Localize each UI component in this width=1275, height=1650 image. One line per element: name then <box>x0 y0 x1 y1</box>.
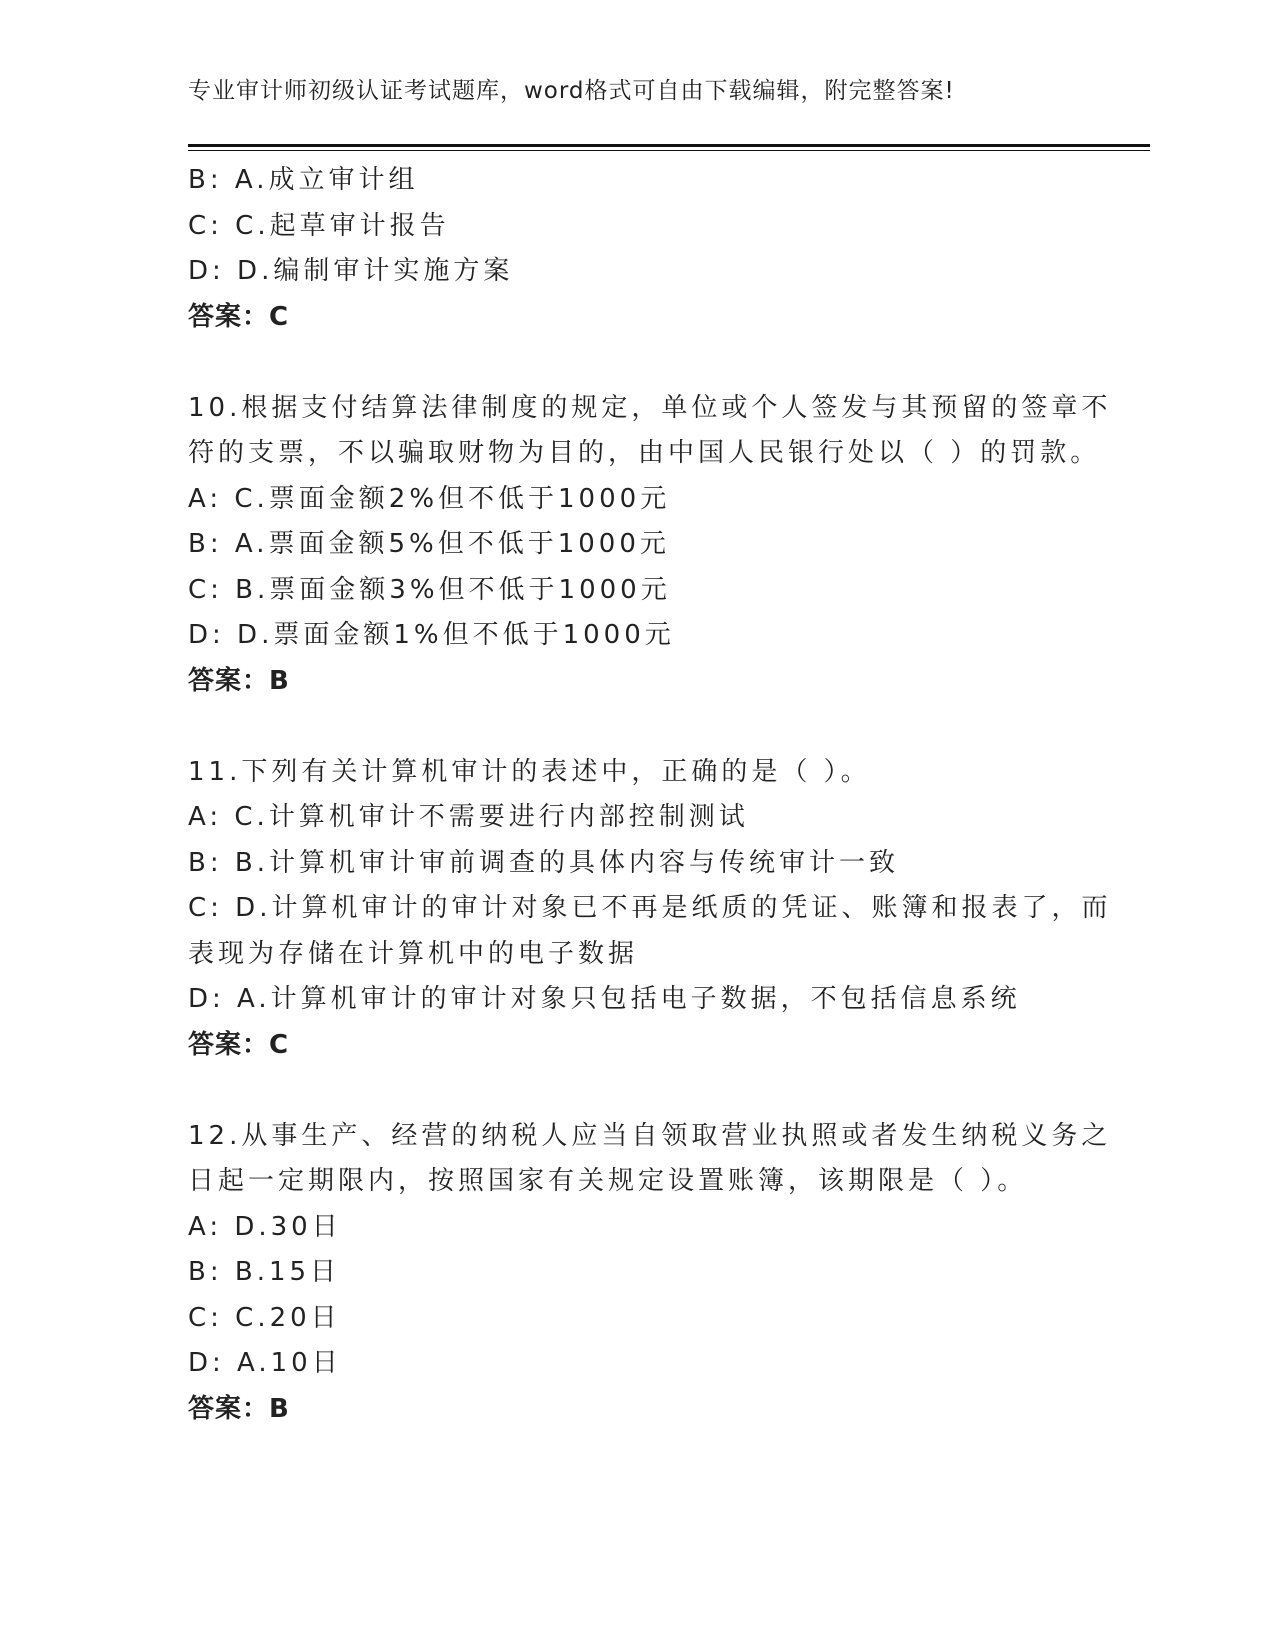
spacer <box>188 1068 1088 1114</box>
option-line: A: C.票面金额2%但不低于1000元 <box>188 483 671 514</box>
spacer <box>188 704 1088 750</box>
option-line: C: D.计算机审计的审计对象已不再是纸质的凭证、账簿和报表了，而 <box>188 893 1112 923</box>
question-stem: 10.根据支付结算法律制度的规定，单位或个人签发与其预留的签章不 <box>188 392 1112 423</box>
question-block-10 <box>188 386 1112 705</box>
header-divider-thin <box>188 150 1150 151</box>
option-line: A: D.30日 <box>188 1211 342 1242</box>
option-line: C: C.起草审计报告 <box>188 210 450 241</box>
option-line: D: D.票面金额1%但不低于1000元 <box>188 620 675 650</box>
question-block-11 <box>188 750 1112 1069</box>
header-divider-thick <box>188 144 1150 147</box>
option-line: B: A.成立审计组 <box>188 165 419 195</box>
question-content <box>188 158 1112 1432</box>
option-line: D: A.计算机审计的审计对象只包括电子数据，不包括信息系统 <box>188 984 1021 1014</box>
option-line: D: D.编制审计实施方案 <box>188 256 514 286</box>
option-line: C: B.票面金额3%但不低于1000元 <box>188 574 671 605</box>
question-stem: 12.从事生产、经营的纳税人应当自领取营业执照或者发生纳税义务之 <box>188 1120 1112 1151</box>
answer-line: 答案：C <box>188 301 290 332</box>
answer-line: 答案：B <box>188 1393 290 1424</box>
page-header: 专业审计师初级认证考试题库，word格式可自由下载编辑，附完整答案! <box>188 78 955 104</box>
option-line: D: A.10日 <box>188 1348 342 1378</box>
option-line: B: B.15日 <box>188 1257 341 1287</box>
answer-line: 答案：C <box>188 1029 290 1060</box>
question-stem: 11.下列有关计算机审计的表述中，正确的是（ ）。 <box>188 756 871 787</box>
spacer <box>188 340 1088 386</box>
option-line: B: B.计算机审计审前调查的具体内容与传统审计一致 <box>188 847 899 878</box>
option-line: C: C.20日 <box>188 1302 341 1333</box>
option-line-continued: 表现为存储在计算机中的电子数据 <box>188 938 639 969</box>
option-line: A: C.计算机审计不需要进行内部控制测试 <box>188 802 749 832</box>
question-stem: 日起一定期限内，按照国家有关规定设置账簿，该期限是（ ）。 <box>188 1166 1028 1196</box>
prev-question-block <box>188 158 1088 340</box>
question-stem: 符的支票，不以骗取财物为目的，由中国人民银行处以（ ）的罚款。 <box>188 438 1101 468</box>
answer-line: 答案：B <box>188 665 290 696</box>
option-line: B: A.票面金额5%但不低于1000元 <box>188 529 670 559</box>
question-block-12 <box>188 1114 1112 1433</box>
